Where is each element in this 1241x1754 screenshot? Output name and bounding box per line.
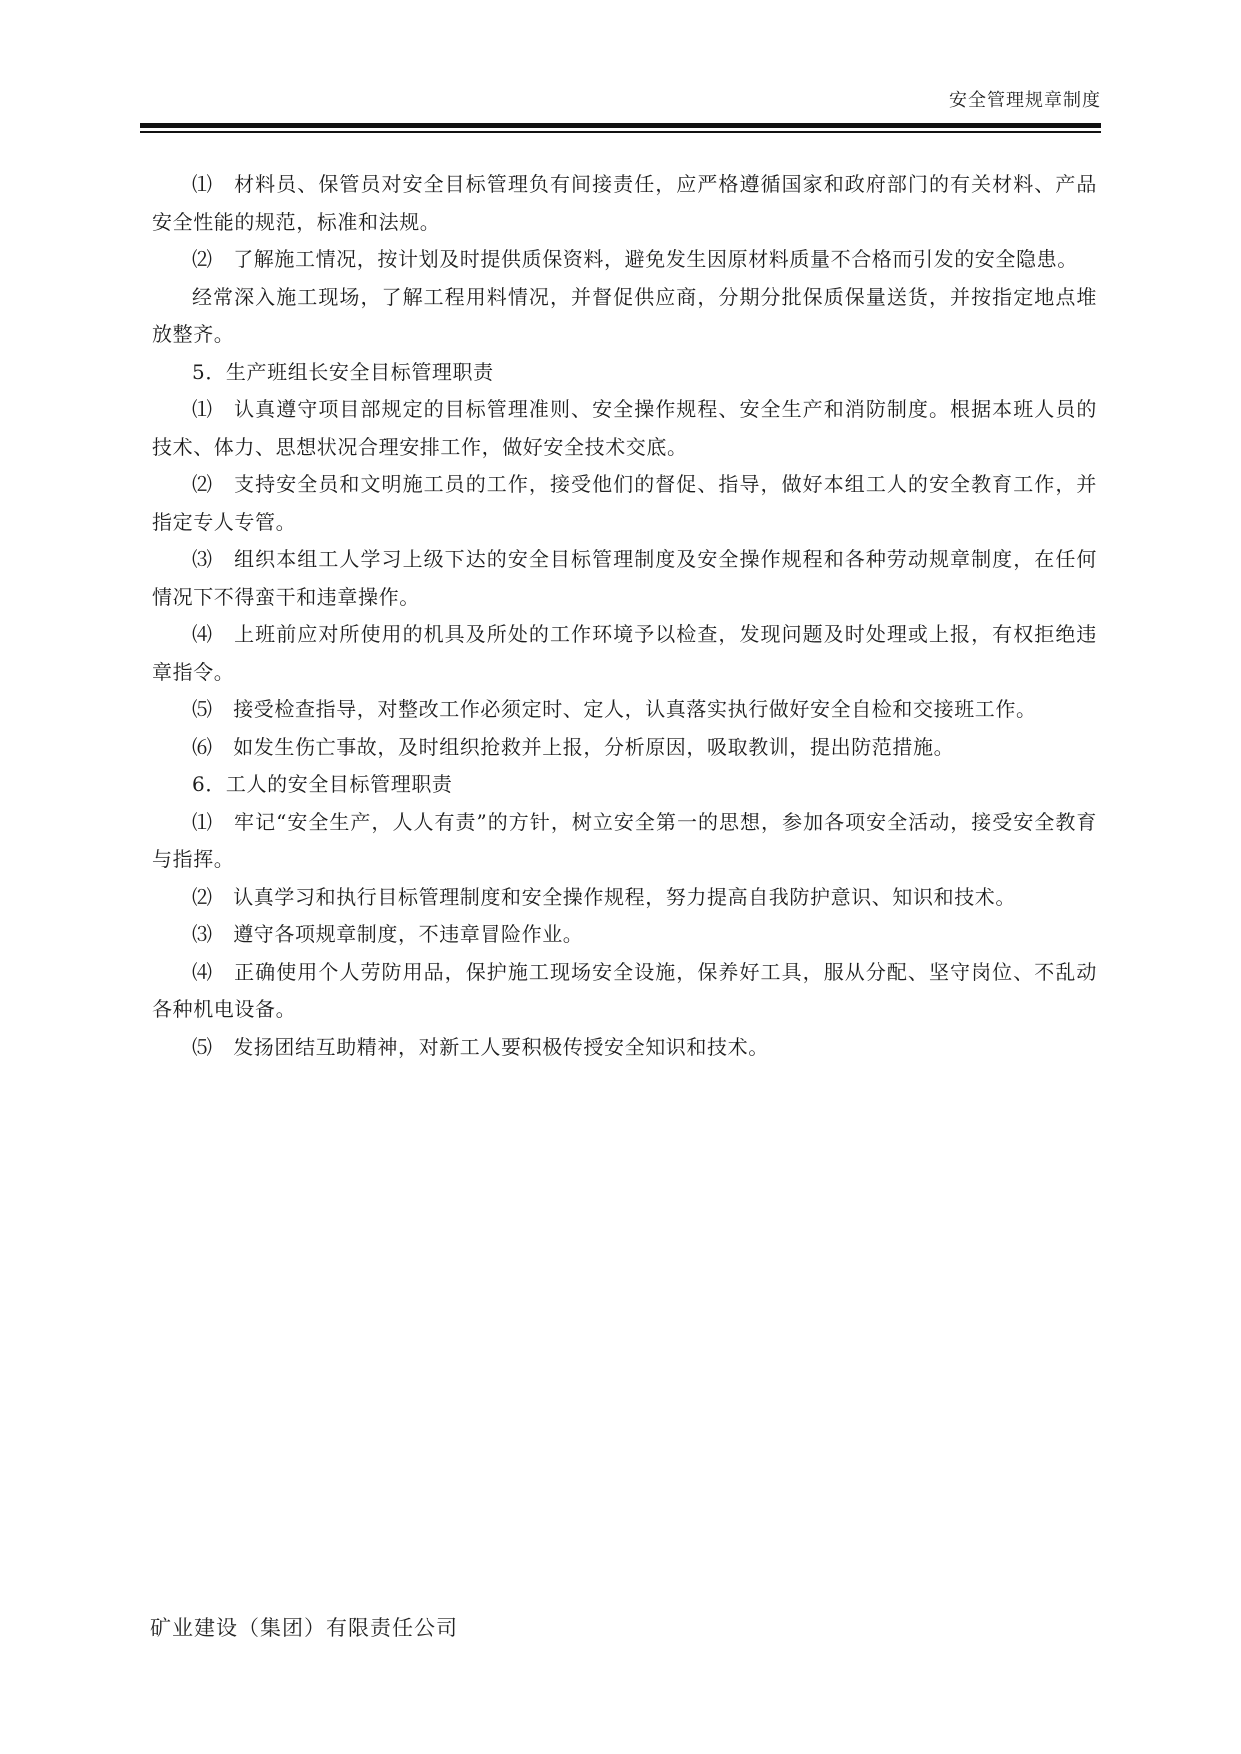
paragraph: ⑷ 正确使用个人劳防用品，保护施工现场安全设施，保养好工具，服从分配、坚守岗位、不乱动各种机电设备。 xyxy=(152,959,1097,1021)
paragraph: ⑴ 材料员、保管员对安全目标管理负有间接责任，应严格遵循国家和政府部门的有关材料、产品安全性能的规范，标准和法规。 xyxy=(152,172,1097,234)
header-title: 安全管理规章制度 xyxy=(949,90,1101,111)
paragraph: ⑶ 组织本组工人学习上级下达的安全目标管理制度及安全操作规程和各种劳动规章制度，在任何情况下不得蛮干和违章操作。 xyxy=(152,547,1097,609)
footer-company: 矿业建设（集团）有限责任公司 xyxy=(150,1616,458,1640)
header-rule-thin xyxy=(140,131,1101,133)
paragraph: ⑵ 支持安全员和文明施工员的工作，接受他们的督促、指导，做好本组工人的安全教育工作，并指定专人专管。 xyxy=(152,472,1097,534)
paragraph: ⑶ 遵守各项规章制度，不违章冒险作业。 xyxy=(192,922,584,946)
paragraph: 经常深入施工现场，了解工程用料情况，并督促供应商，分期分批保质保量送货，并按指定地点堆放整齐。 xyxy=(152,284,1097,346)
paragraph: ⑴ 牢记“安全生产，人人有责”的方针，树立安全第一的思想，参加各项安全活动，接受安全教育与指挥。 xyxy=(152,809,1097,871)
paragraph: ⑹ 如发生伤亡事故，及时组织抢救并上报，分析原因，吸取教训，提出防范措施。 xyxy=(192,734,955,759)
section-heading: 6．工人的安全目标管理职责 xyxy=(192,772,453,796)
paragraph: ⑷ 上班前应对所使用的机具及所处的工作环境予以检查，发现问题及时处理或上报，有权拒绝违章指令。 xyxy=(152,622,1097,684)
paragraph: ⑴ 认真遵守项目部规定的目标管理准则、安全操作规程、安全生产和消防制度。根据本班人员的技术、体力、思想状况合理安排工作，做好安全技术交底。 xyxy=(152,397,1097,459)
paragraph: ⑵ 认真学习和执行目标管理制度和安全操作规程，努力提高自我防护意识、知识和技术。 xyxy=(192,884,1016,909)
paragraph: ⑸ 发扬团结互助精神，对新工人要积极传授安全知识和技术。 xyxy=(192,1034,769,1059)
paragraph: ⑵ 了解施工情况，按计划及时提供质保资料，避免发生因原材料质量不合格而引发的安全隐患。 xyxy=(192,247,1078,271)
header-rule-thick xyxy=(140,123,1101,128)
section-heading: 5．生产班组长安全目标管理职责 xyxy=(192,359,494,384)
body-text xyxy=(152,166,1097,1066)
paragraph: ⑸ 接受检查指导，对整改工作必须定时、定人，认真落实执行做好安全自检和交接班工作。 xyxy=(192,697,1037,721)
